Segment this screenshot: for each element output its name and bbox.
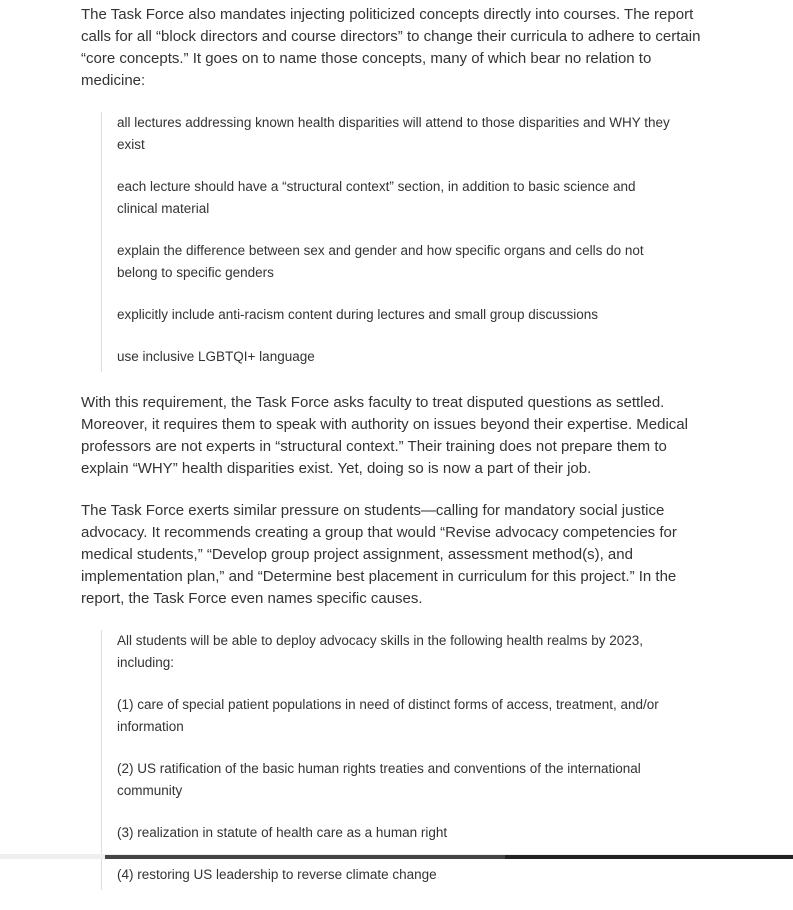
paragraph-student-advocacy: The Task Force exerts similar pressure on students—calling for mandatory social justice advocacy. It recommends creating a group that would “Revise advocacy competencies for medical students,” “Develop group project assignment, assessment method(s), and implementation plan,” and “Determine best placement in curriculum for this project.” In the report, the Task Force even names specific causes. bbox=[81, 502, 677, 607]
quote-item: all lectures addressing known health disparities will attend to those disparities and WHY they exist bbox=[117, 115, 670, 152]
quote-item: (1) care of special patient populations in need of distinct forms of access, treatment, and/or information bbox=[117, 697, 659, 734]
quote-item: use inclusive LGBTQI+ language bbox=[117, 349, 315, 364]
scrollbar-thumb[interactable] bbox=[105, 855, 505, 859]
horizontal-scrollbar[interactable] bbox=[0, 854, 793, 859]
quote-item: (4) restoring US leadership to reverse climate change bbox=[117, 867, 437, 882]
quote-item: explain the difference between sex and gender and how specific organs and cells do not belong to specific genders bbox=[117, 243, 644, 280]
quote-item: explicitly include anti-racism content during lectures and small group discussions bbox=[117, 307, 598, 322]
quote-item: (2) US ratification of the basic human rights treaties and conventions of the international community bbox=[117, 761, 641, 798]
scrollbar-track-end bbox=[505, 855, 793, 859]
quote-item: (3) realization in statute of health care as a human right bbox=[117, 825, 448, 840]
paragraph-faculty-requirement: With this requirement, the Task Force asks faculty to treat disputed questions as settled. Moreover, it requires them to speak with authority on issues beyond their expertise. Medical professors are not experts in “structural context.” Their training does not prepare them to explain “WHY” health disparities exist. Yet, doing so is now a part of their job. bbox=[81, 394, 688, 477]
quote-item: each lecture should have a “structural context” section, in addition to basic science and clinical material bbox=[117, 179, 636, 216]
article-body bbox=[81, 4, 701, 910]
blockquote-advocacy-realms bbox=[101, 630, 677, 890]
paragraph-core-concepts: The Task Force also mandates injecting politicized concepts directly into courses. The report calls for all “block directors and course directors” to change their curricula to adhere to certain “core concepts.” It goes on to name those concepts, many of which bear no relation to medicine: bbox=[81, 6, 701, 89]
quote-item: All students will be able to deploy advocacy skills in the following health realms by 2023, including: bbox=[117, 633, 644, 670]
blockquote-core-concepts bbox=[101, 112, 677, 372]
